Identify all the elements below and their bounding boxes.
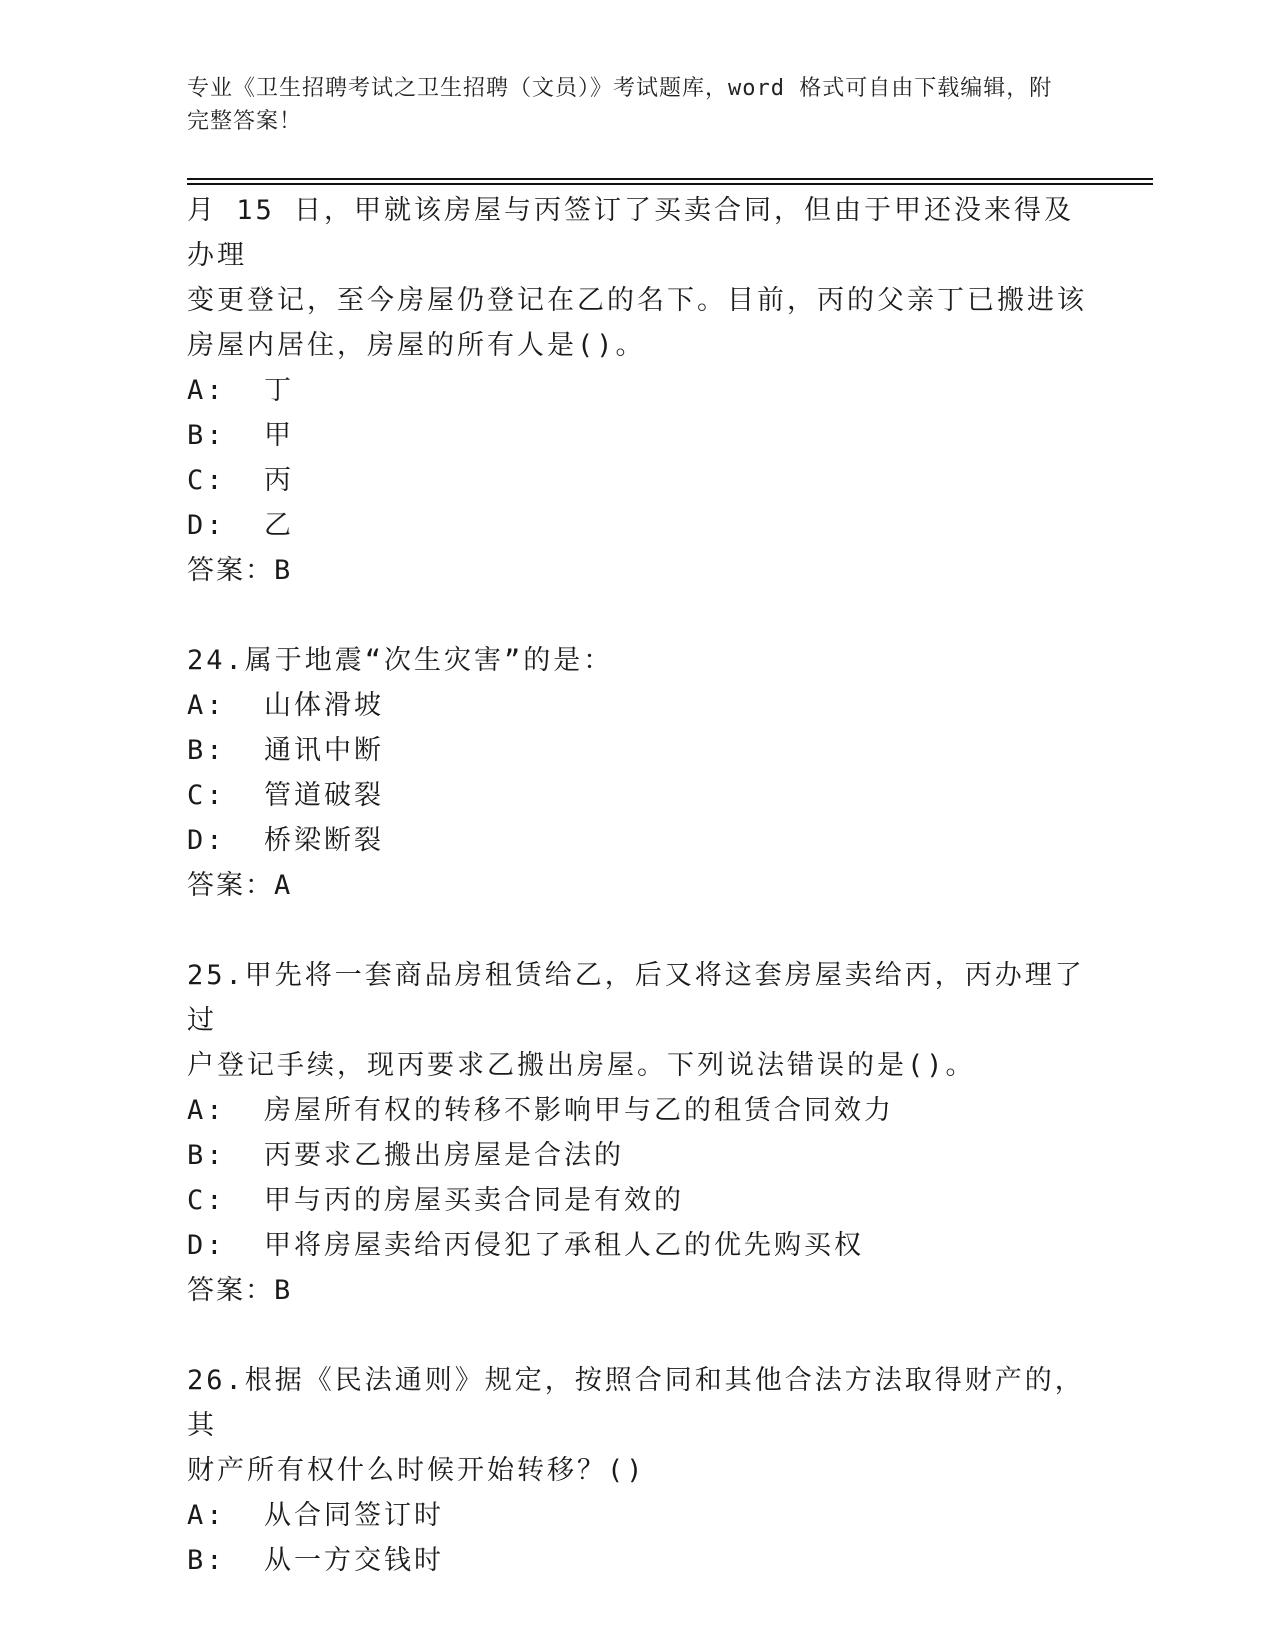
- option-d: D: 甲将房屋卖给丙侵犯了承租人乙的优先购买权: [187, 1230, 865, 1261]
- question-block: [187, 638, 1087, 908]
- option-b: B: 丙要求乙搬出房屋是合法的: [187, 1140, 625, 1171]
- question-block: [187, 188, 1087, 593]
- option-d: D: 桥梁断裂: [187, 825, 385, 856]
- question-block: [187, 953, 1087, 1313]
- question-line: 房屋内居住，房屋的所有人是()。: [187, 330, 646, 361]
- option-c: C: 管道破裂: [187, 780, 385, 811]
- answer-value: B: [274, 555, 291, 586]
- option-a: A: 房屋所有权的转移不影响甲与乙的租赁合同效力: [187, 1095, 895, 1126]
- spacer: [187, 908, 1087, 953]
- answer-line: [187, 1268, 1087, 1313]
- question-line: 25.甲先将一套商品房租赁给乙，后又将这套房屋卖给丙，丙办理了过: [187, 960, 1085, 1036]
- option-a: A: 从合同签订时: [187, 1500, 445, 1531]
- document-header: [187, 72, 1067, 138]
- header-text: 专业《卫生招聘考试之卫生招聘（文员）》考试题库，word 格式可自由下载编辑，附完整答案！: [187, 76, 1053, 134]
- spacer: [187, 593, 1087, 638]
- option-b: B: 从一方交钱时: [187, 1545, 445, 1576]
- option-c: C: 丙: [187, 465, 295, 496]
- answer-line: [187, 863, 1087, 908]
- question-block: [187, 1358, 1087, 1583]
- option-c: C: 甲与丙的房屋买卖合同是有效的: [187, 1185, 685, 1216]
- question-line: 变更登记，至今房屋仍登记在乙的名下。目前，丙的父亲丁已搬进该: [187, 285, 1087, 316]
- header-divider-bottom: [187, 183, 1153, 185]
- question-list: [187, 188, 1087, 1583]
- header-divider-top: [187, 178, 1153, 180]
- question-line: 财产所有权什么时候开始转移？(): [187, 1455, 646, 1486]
- question-line: 24.属于地震“次生灾害”的是：: [187, 645, 614, 676]
- question-line: 26.根据《民法通则》规定，按照合同和其他合法方法取得财产的，其: [187, 1365, 1085, 1441]
- spacer: [187, 1313, 1087, 1358]
- question-line: 户登记手续，现丙要求乙搬出房屋。下列说法错误的是()。: [187, 1050, 976, 1081]
- question-line: 月 15 日，甲就该房屋与丙签订了买卖合同，但由于甲还没来得及办理: [187, 195, 1075, 271]
- answer-value: A: [274, 870, 291, 901]
- answer-line: [187, 548, 1087, 593]
- option-b: B: 通讯中断: [187, 735, 385, 766]
- option-d: D: 乙: [187, 510, 295, 541]
- option-a: A: 山体滑坡: [187, 690, 385, 721]
- option-b: B: 甲: [187, 420, 295, 451]
- answer-label: 答案：: [187, 555, 274, 586]
- option-a: A: 丁: [187, 375, 295, 406]
- answer-label: 答案：: [187, 1275, 274, 1306]
- answer-label: 答案：: [187, 870, 274, 901]
- answer-value: B: [274, 1275, 291, 1306]
